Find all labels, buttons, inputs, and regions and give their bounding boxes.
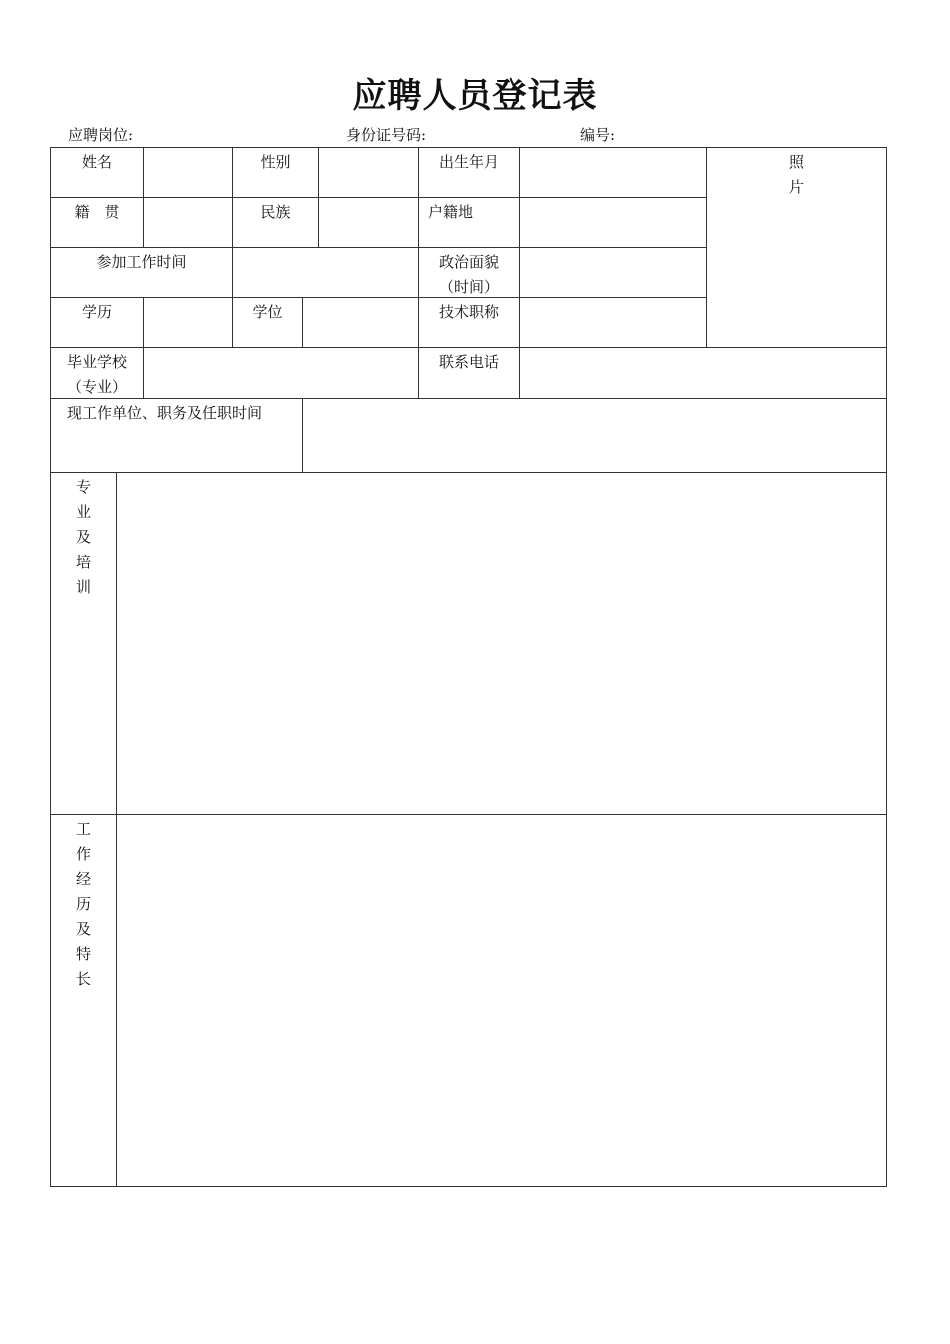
name-label: 姓名 xyxy=(50,147,144,198)
degree-field[interactable] xyxy=(302,297,419,348)
degree-label: 学位 xyxy=(232,297,303,348)
school-label-line2: （专业） xyxy=(66,378,127,396)
photo-box[interactable] xyxy=(706,147,887,348)
phone-field[interactable] xyxy=(519,347,887,399)
experience-label-text: 工作经历及特长 xyxy=(76,820,92,988)
birth-field[interactable] xyxy=(519,147,707,198)
education-field[interactable] xyxy=(143,297,233,348)
name-field[interactable] xyxy=(143,147,233,198)
political-field[interactable] xyxy=(519,247,707,298)
experience-field[interactable] xyxy=(116,814,887,1187)
title-rank-field[interactable] xyxy=(519,297,707,348)
household-label: 户籍地 xyxy=(418,197,520,248)
photo-label: 照片 xyxy=(789,153,805,196)
id-number-label: 身份证号码: xyxy=(346,126,427,144)
political-label xyxy=(418,247,520,298)
work-start-field[interactable] xyxy=(232,247,419,298)
current-unit-field[interactable] xyxy=(302,398,887,473)
school-field[interactable] xyxy=(143,347,419,399)
work-start-label: 参加工作时间 xyxy=(50,247,233,298)
training-field[interactable] xyxy=(116,472,887,815)
political-label-line1: 政治面貌 xyxy=(438,253,499,271)
phone-label: 联系电话 xyxy=(418,347,520,399)
native-place-field[interactable] xyxy=(143,197,233,248)
education-label: 学历 xyxy=(50,297,144,348)
position-label: 应聘岗位: xyxy=(68,126,134,144)
school-label xyxy=(50,347,144,399)
gender-label: 性别 xyxy=(232,147,319,198)
title-rank-label: 技术职称 xyxy=(418,297,520,348)
ethnicity-field[interactable] xyxy=(318,197,419,248)
ethnicity-label: 民族 xyxy=(232,197,319,248)
native-place-label: 籍 贯 xyxy=(50,197,144,248)
household-field[interactable] xyxy=(519,197,707,248)
current-unit-label: 现工作单位、职务及任职时间 xyxy=(50,398,303,473)
birth-label: 出生年月 xyxy=(418,147,520,198)
training-label-text: 专业及培训 xyxy=(76,478,92,596)
school-label-line1: 毕业学校 xyxy=(66,353,127,371)
form-title: 应聘人员登记表 xyxy=(352,76,598,116)
training-label xyxy=(50,472,117,815)
gender-field[interactable] xyxy=(318,147,419,198)
political-label-line2: （时间） xyxy=(438,278,499,296)
experience-label xyxy=(50,814,117,1187)
serial-label: 编号: xyxy=(580,126,616,144)
